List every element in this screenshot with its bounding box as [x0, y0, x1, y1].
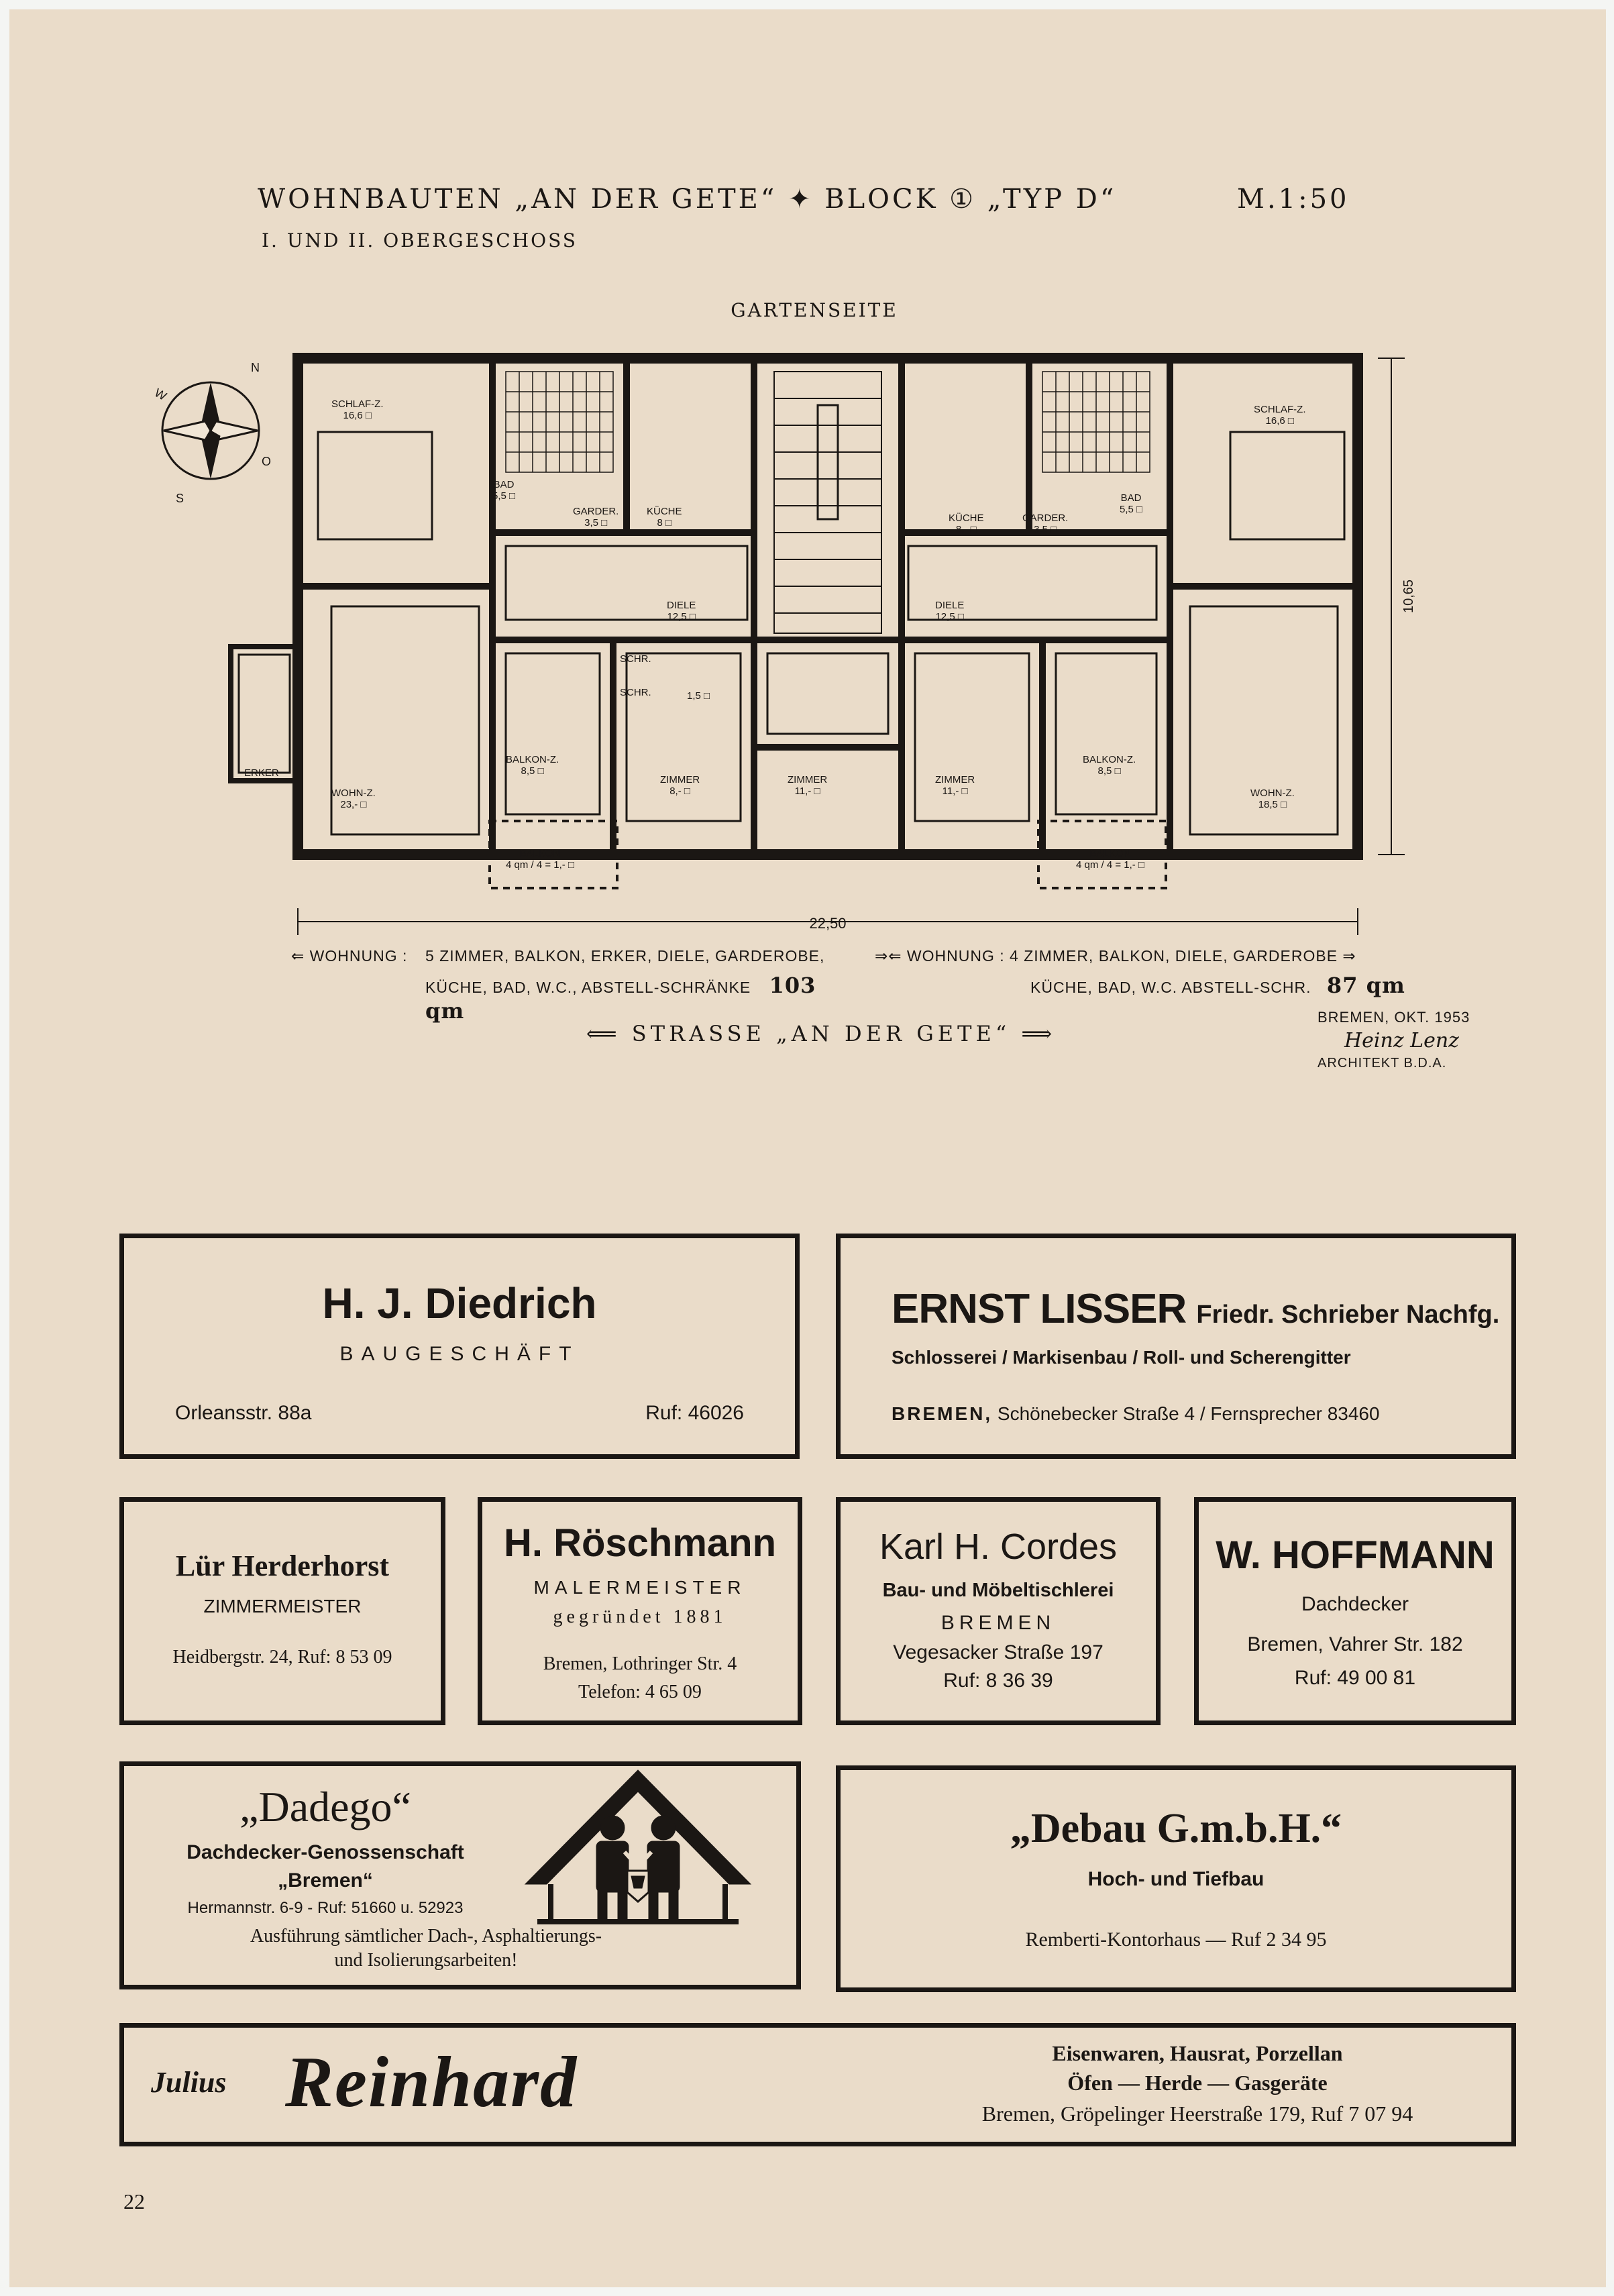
room-label: ZIMMER 11,- □: [935, 774, 975, 797]
room-label: 1,5 □: [687, 690, 710, 702]
room-label: ZIMMER 8,- □: [660, 774, 700, 797]
plan-title: WOHNBAUTEN „AN DER GETE“ ✦ BLOCK ① „TYP D“: [258, 184, 1117, 215]
room-label: SCHLAF-Z. 16,6 □: [1254, 404, 1306, 427]
room-label: BAD 5,5 □: [1120, 492, 1143, 515]
ad-hoffmann-phone: Ruf: 49 00 81: [1294, 1667, 1416, 1689]
ad-lisser-trades: Schlosserei / Markisenbau / Roll- und Scherengitter: [892, 1347, 1351, 1368]
compass-n: N: [251, 361, 260, 374]
ad-cordes: [836, 1497, 1161, 1725]
ad-diedrich-address: Orleansstr. 88a: [175, 1402, 312, 1424]
ad-diedrich-sub: BAUGESCHÄFT: [339, 1343, 580, 1365]
compass-nw: W: [152, 386, 169, 403]
legend-left-rooms-2: KÜCHE, BAD, W.C., ABSTELL-SCHRÄNKE 103 qm: [425, 973, 816, 1024]
ad-roeschmann: [478, 1497, 802, 1725]
page-number: 22: [123, 2189, 145, 2213]
ad-roeschmann-address: Bremen, Lothringer Str. 4: [543, 1653, 737, 1674]
ad-debau-address: Remberti-Kontorhaus — Ruf 2 34 95: [1025, 1928, 1327, 1951]
house-logo-icon: [524, 1766, 752, 1934]
ad-hoffmann-trade: Dachdecker: [1301, 1593, 1409, 1615]
ad-herderhorst: [119, 1497, 445, 1725]
plan-date: BREMEN, OKT. 1953: [1317, 1009, 1470, 1026]
ad-dadego-text: Ausführung sämtlicher Dach-, Asphaltierungs-: [250, 1926, 602, 1947]
ad-roeschmann-founded: gegründet 1881: [553, 1606, 727, 1627]
plan-scale: M.1:50: [1237, 184, 1350, 215]
ad-herderhorst-sub: ZIMMERMEISTER: [203, 1596, 362, 1617]
ad-roeschmann-sub: MALERMEISTER: [533, 1577, 747, 1598]
ad-cordes-name: Karl H. Cordes: [879, 1527, 1118, 1567]
ad-diedrich: [119, 1234, 800, 1459]
ad-roeschmann-phone: Telefon: 4 65 09: [578, 1682, 702, 1702]
dim-width: 22,50: [809, 915, 847, 932]
ad-cordes-trade: Bau- und Möbeltischlerei: [882, 1580, 1114, 1601]
ad-dadego: [119, 1761, 801, 1989]
ad-reinhard-logo: Reinhard: [285, 2042, 578, 2122]
room-label: WOHN-Z. 18,5 □: [1250, 787, 1295, 810]
floor-plan: [130, 331, 1432, 975]
ad-reinhard: [119, 2023, 1516, 2146]
ad-hoffmann-address: Bremen, Vahrer Str. 182: [1247, 1633, 1463, 1655]
ad-cordes-phone: Ruf: 8 36 39: [943, 1670, 1053, 1692]
ad-debau-sub: Hoch- und Tiefbau: [1087, 1868, 1265, 1890]
room-label: DIELE 12,5 □: [667, 600, 696, 622]
compass-icon: [162, 382, 259, 479]
ad-lisser-address: BREMEN, Schönebecker Straße 4 / Fernsprecher 83460: [892, 1403, 1380, 1424]
ad-dadego-text-2: und Isolierungsarbeiten!: [334, 1950, 518, 1971]
ad-diedrich-name: H. J. Diedrich: [322, 1279, 597, 1327]
compass-s: S: [176, 492, 184, 505]
legend-left-label: ⇐ WOHNUNG :: [291, 947, 408, 965]
compass-o: O: [262, 455, 272, 468]
room-label: GARDER. 3,5 □: [1022, 512, 1069, 535]
ad-lisser-title: ERNST LISSER Friedr. Schrieber Nachfg.: [892, 1286, 1500, 1332]
room-label: ERKER: [244, 767, 279, 779]
ad-reinhard-line1: Eisenwaren, Hausrat, Porzellan: [1052, 2041, 1343, 2065]
architect-title: ARCHITEKT B.D.A.: [1317, 1056, 1447, 1071]
architect-signature: Heinz Lenz: [1344, 1029, 1459, 1052]
room-label: BALKON 4 qm / 4 = 1,- □: [506, 848, 575, 871]
ad-reinhard-firstname: Julius: [151, 2066, 227, 2099]
ad-debau: [836, 1765, 1516, 1992]
ad-lisser: [836, 1234, 1516, 1459]
room-label: BALKON 4 qm / 4 = 1,- □: [1076, 848, 1145, 871]
room-label: SCHLAF-Z. 16,6 □: [331, 398, 384, 421]
room-label: SCHR.: [620, 687, 651, 698]
ad-cordes-address: Vegesacker Straße 197: [893, 1641, 1104, 1663]
ad-cordes-city: BREMEN: [940, 1612, 1056, 1634]
ad-herderhorst-name: Lür Herderhorst: [175, 1549, 390, 1582]
legend-right-rooms: ⇒⇐ WOHNUNG : 4 ZIMMER, BALKON, DIELE, GARDEROBE ⇒: [875, 947, 1356, 965]
room-label: SCHR.: [620, 653, 651, 665]
room-label: KÜCHE 8,- □: [949, 512, 984, 535]
ad-hoffmann-name: W. HOFFMANN: [1216, 1533, 1495, 1577]
ad-reinhard-line2: Öfen — Herde — Gasgeräte: [1067, 2071, 1328, 2095]
plan-floor: I. UND II. OBERGESCHOSS: [262, 229, 578, 252]
room-label: GARDER. 3,5 □: [573, 506, 619, 529]
room-label: BALKON-Z. 8,5 □: [506, 754, 559, 777]
ad-dadego-sub: Dachdecker-Genossenschaft: [186, 1841, 464, 1863]
ad-hoffmann: [1194, 1497, 1516, 1725]
dim-depth: 10,65: [1401, 579, 1416, 613]
ad-diedrich-phone: Ruf: 46026: [645, 1402, 744, 1424]
room-label: WOHN-Z. 23,- □: [331, 787, 376, 810]
room-label: BALKON-Z. 8,5 □: [1083, 754, 1136, 777]
room-label: KÜCHE 8 □: [647, 506, 682, 529]
ad-dadego-city: „Bremen“: [278, 1869, 373, 1892]
ad-reinhard-address: Bremen, Gröpelinger Heerstraße 179, Ruf 7 07 94: [981, 2101, 1413, 2126]
legend-right-rooms-2: KÜCHE, BAD, W.C. ABSTELL-SCHR. 87 qm: [1030, 973, 1405, 998]
legend-left-rooms: 5 ZIMMER, BALKON, ERKER, DIELE, GARDEROBE,: [425, 947, 825, 965]
street-label: ⟸ STRASSE „AN DER GETE“ ⟹: [586, 1021, 1057, 1046]
room-label: DIELE 12,5 □: [935, 600, 965, 622]
ad-roeschmann-name: H. Röschmann: [503, 1521, 777, 1565]
ad-debau-name: „Debau G.m.b.H.“: [1010, 1806, 1342, 1851]
ad-dadego-name: „Dadego“: [239, 1783, 411, 1830]
room-label: BAD 5,5 □: [492, 479, 516, 502]
magazine-page: [9, 9, 1606, 2287]
ad-dadego-address: Hermannstr. 6-9 - Ruf: 51660 u. 52923: [187, 1899, 464, 1917]
room-label: ZIMMER 11,- □: [788, 774, 828, 797]
ad-herderhorst-address: Heidbergstr. 24, Ruf: 8 53 09: [172, 1647, 392, 1668]
garden-side-label: GARTENSEITE: [731, 299, 898, 321]
